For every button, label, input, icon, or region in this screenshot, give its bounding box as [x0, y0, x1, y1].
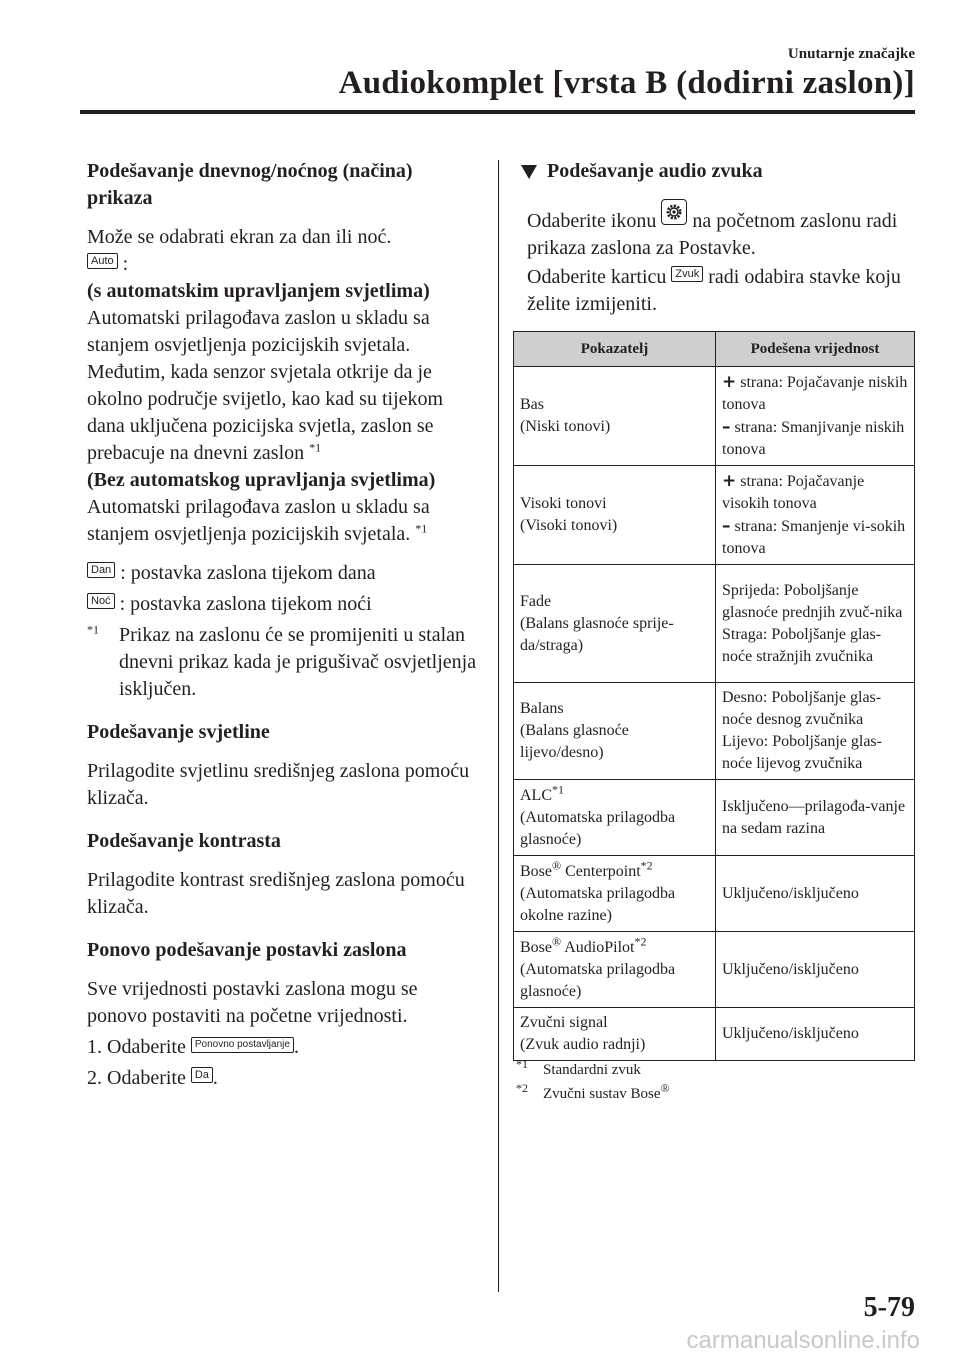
column-divider	[498, 160, 499, 1292]
step-2	[87, 1065, 479, 1092]
table-row	[514, 565, 915, 683]
without-auto-heading: (Bez automatskog upravljanja svjetlima)	[87, 469, 436, 491]
with-auto-paragraph	[87, 305, 479, 467]
right-column	[527, 158, 916, 318]
page-title: Audiokomplet [vrsta B (dodirni zaslon)]	[338, 65, 915, 101]
table-cell-indicator: Zvučni signal (Zvuk audio radnji)	[514, 1008, 716, 1061]
auto-suffix: :	[122, 253, 129, 275]
table-row	[514, 932, 915, 1008]
dan-button[interactable]: Dan	[87, 562, 115, 578]
table-row	[514, 856, 915, 932]
watermark: carmanualsonline.info	[686, 1327, 920, 1354]
dan-option	[87, 560, 479, 587]
reset-settings-button[interactable]: Ponovno postavljanje	[191, 1037, 294, 1053]
footnote-2-line: $^{*2}$ Zvučni sustav Bose®	[516, 1081, 670, 1102]
plus-icon: +	[722, 471, 737, 491]
step-2-prefix: 2. Odaberite	[87, 1067, 186, 1089]
table-cell-value: Isključeno—prilagođa-vanje na sedam razina	[716, 780, 915, 856]
table-cell-indicator: Bas (Niski tonovi)	[514, 367, 716, 466]
footnote-1	[87, 622, 479, 703]
table-cell-value: Uključeno/isključeno	[716, 856, 915, 932]
without-auto-paragraph	[87, 494, 479, 548]
auto-option	[87, 251, 479, 278]
left-column	[87, 158, 479, 1092]
dan-text: : postavka zaslona tijekom dana	[120, 562, 376, 584]
contrast-text: Prilagodite kontrast središnjeg zaslona pomoću klizača.	[87, 869, 465, 918]
noc-text: : postavka zaslona tijekom noći	[119, 593, 372, 615]
yes-button[interactable]: Da	[191, 1067, 213, 1083]
table-cell-value: + strana: Pojačavanje visokih tonova – strana: Smanjenje vi-sokih tonova	[716, 466, 915, 565]
reset-text: Sve vrijednosti postavki zaslona mogu se ponovo postaviti na početne vrijednosti.	[87, 978, 418, 1027]
footnote-1-text: Prikaz na zaslonu će se promijeniti u stalan dnevni prikaz kada je prigušivač osvjetljenja isključen.	[119, 624, 477, 700]
without-auto-text: Automatski prilagođava zaslon u skladu sa stanjem osvjetljenja pozicijskih svjetala.	[87, 496, 430, 545]
audio-intro-2-a: Odaberite karticu	[527, 266, 667, 288]
audio-settings-table	[513, 331, 915, 1061]
table-cell-value: Desno: Poboljšanje glas-noće desnog zvučnika Lijevo: Poboljšanje glas-noće lijevog zvučnika	[716, 683, 915, 780]
table-cell-indicator: Visoki tonovi (Visoki tonovi)	[514, 466, 716, 565]
with-auto-heading: (s automatskim upravljanjem svjetlima)	[87, 280, 430, 302]
audio-section-heading	[527, 158, 916, 185]
step-2-suffix: .	[212, 1067, 218, 1089]
step-1-suffix: .	[293, 1036, 299, 1058]
table-header-indicator: Pokazatelj	[514, 332, 716, 367]
footnote-1-mark: *1	[87, 622, 99, 637]
contrast-heading: Podešavanje kontrasta	[87, 830, 281, 852]
audio-intro-1	[527, 199, 916, 262]
table-row	[514, 683, 915, 780]
audio-intro-2-b: radi odabira stavke koju želite izmijeniti.	[527, 266, 901, 315]
table-header-row	[514, 332, 915, 367]
minus-icon: –	[722, 516, 731, 536]
day-night-intro: Može se odabrati ekran za dan ili noć.	[87, 226, 392, 248]
noc-button[interactable]: Noć	[87, 593, 115, 609]
table-cell-indicator: Balans (Balans glasnoće lijevo/desno)	[514, 683, 716, 780]
table-cell-value: Uključeno/isključeno	[716, 1008, 915, 1061]
triangle-bullet-icon	[521, 165, 537, 179]
page-number: 5-79	[863, 1292, 915, 1323]
day-night-heading: Podešavanje dnevnog/noćnog (načina) prikaza	[87, 160, 413, 209]
auto-button[interactable]: Auto	[87, 253, 118, 269]
table-row	[514, 466, 915, 565]
table-cell-value: + strana: Pojačavanje niskih tonova – strana: Smanjivanje niskih tonova	[716, 367, 915, 466]
with-auto-footnote-mark: *1	[309, 440, 322, 455]
table-cell-indicator: ALC$^{*1}$ (Automatska prilagodba glasnoće)	[514, 780, 716, 856]
brightness-heading: Podešavanje svjetline	[87, 721, 270, 743]
table-cell-value: Sprijeda: Poboljšanje glasnoće prednjih zvuč-nika Straga: Poboljšanje glas-noće stražnjih zvučnika	[716, 565, 915, 683]
sound-tab-button[interactable]: Zvuk	[671, 266, 703, 282]
plus-icon: +	[722, 372, 737, 392]
table-row	[514, 367, 915, 466]
settings-gear-icon[interactable]	[661, 199, 687, 225]
table-cell-indicator: Bose® Centerpoint$^{*2}$ (Automatska prilagodba okolne razine)	[514, 856, 716, 932]
table-cell-indicator: Bose® AudioPilot$^{*2}$ (Automatska prilagodba glasnoće)	[514, 932, 716, 1008]
audio-intro-1-b: na početnom zaslonu radi prikaza zaslona za Postavke.	[527, 210, 898, 259]
step-1	[87, 1034, 479, 1061]
step-1-prefix: 1. Odaberite	[87, 1036, 186, 1058]
footnotes	[516, 1058, 670, 1106]
table-cell-value: Uključeno/isključeno	[716, 932, 915, 1008]
table-row	[514, 780, 915, 856]
table-row	[514, 1008, 915, 1061]
section-label: Unutarnje značajke	[787, 46, 915, 62]
reset-heading: Ponovo podešavanje postavki zaslona	[87, 939, 407, 961]
audio-intro-2	[527, 264, 916, 318]
minus-icon: –	[722, 417, 731, 437]
noc-option	[87, 591, 479, 618]
table-header-value: Podešena vrijednost	[716, 332, 915, 367]
brightness-text: Prilagodite svjetlinu središnjeg zaslona pomoću klizača.	[87, 760, 470, 809]
table-cell-indicator: Fade (Balans glasnoće sprije-da/straga)	[514, 565, 716, 683]
without-auto-footnote-mark: *1	[415, 521, 428, 536]
header-rule	[80, 110, 915, 114]
audio-heading-text: Podešavanje audio zvuka	[547, 160, 763, 182]
with-auto-text: Automatski prilagođava zaslon u skladu sa stanjem osvjetljenja pozicijskih svjetala. Međutim, kada senzor svjetala otkrije da je okolno područje svijetlo, kao kad su tijekom dana uključena pozicijska svjetla, zaslon se prebacuje na dnevni zaslon	[87, 307, 444, 464]
footnote-1-line: $^{*1}$ Standardni zvuk	[516, 1057, 641, 1078]
audio-intro-1-a: Odaberite ikonu	[527, 210, 657, 232]
